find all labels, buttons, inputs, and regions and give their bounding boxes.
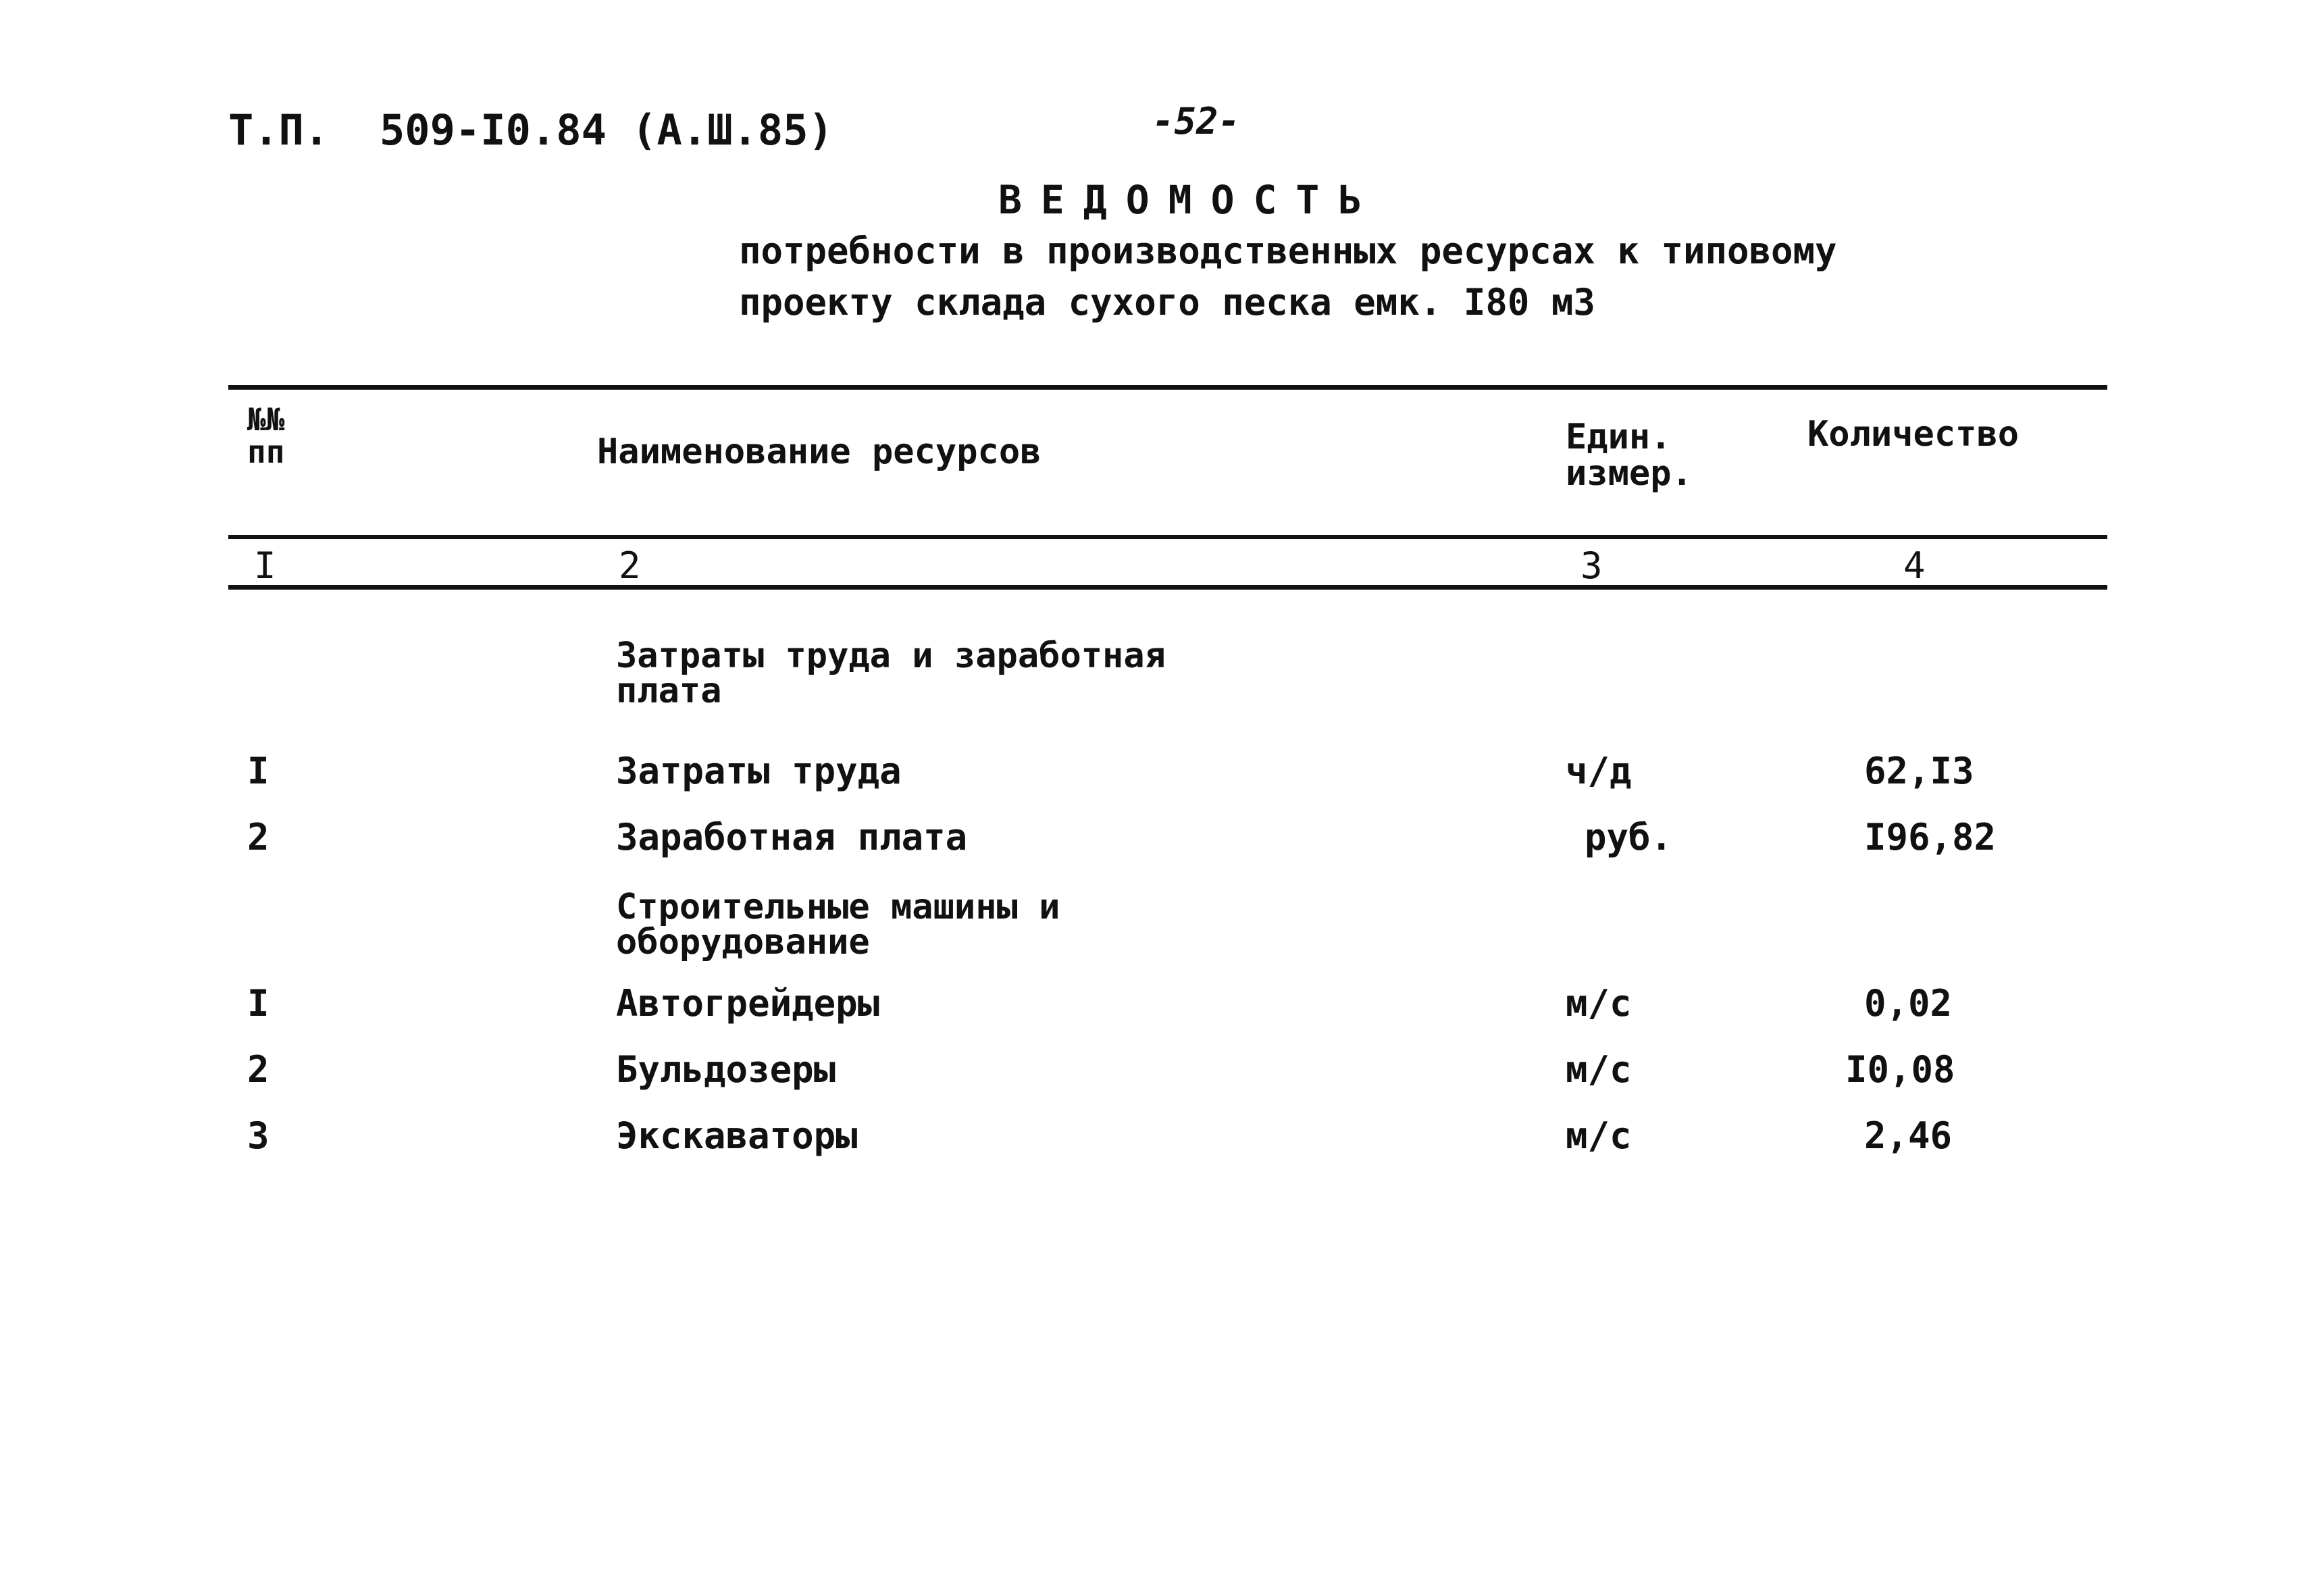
row-number: 2: [247, 1048, 269, 1091]
row-number: I: [247, 750, 269, 792]
row-quantity: I96,82: [1864, 816, 1997, 858]
header-num-line-1: №№: [247, 401, 285, 438]
table-row: [0, 817, 2314, 858]
table-row: [0, 751, 2314, 792]
row-number: 2: [247, 816, 269, 858]
row-quantity: 0,02: [1864, 982, 1953, 1025]
table-row: [0, 983, 2314, 1024]
row-name: Бульдозеры: [616, 1048, 836, 1091]
row-quantity: I0,08: [1845, 1048, 1955, 1091]
column-number-1: I: [254, 544, 276, 587]
row-unit: м/с: [1566, 1114, 1632, 1157]
section-title-line-1: Затраты труда и заработная: [616, 636, 1166, 676]
table-row: [0, 1050, 2314, 1090]
table-row: [0, 1116, 2314, 1156]
header-qty: Количество: [1807, 414, 2020, 455]
header-unit-line-1: Един.: [1566, 417, 1672, 457]
document-code: Т.П. 509-I0.84 (А.Ш.85): [228, 105, 833, 155]
column-number-2: 2: [619, 544, 641, 587]
row-quantity: 62,I3: [1864, 750, 1974, 792]
header-unit-line-2: измер.: [1566, 453, 1693, 494]
row-unit: руб.: [1585, 816, 1673, 858]
section-title-line-1: Строительные машины и: [616, 887, 1060, 927]
page-number: -52-: [1152, 100, 1241, 143]
header-bottom-rule: [228, 535, 2107, 539]
row-name: Заработная плата: [616, 816, 968, 858]
row-name: Затраты труда: [616, 750, 902, 792]
row-quantity: 2,46: [1864, 1114, 1953, 1157]
column-number-rule: [228, 585, 2107, 590]
row-unit: м/с: [1566, 1048, 1632, 1091]
header-num-line-2: пп: [247, 434, 285, 470]
subtitle-line-2: проекту склада сухого песка емк. I80 м3: [739, 281, 1595, 324]
header-name: Наименование ресурсов: [597, 432, 1042, 472]
section-title-line-2: оборудование: [616, 922, 870, 962]
section-title-line-2: плата: [616, 671, 722, 711]
table-top-rule: [228, 385, 2107, 390]
document-title: ВЕДОМОСТЬ: [998, 177, 1381, 223]
column-number-3: 3: [1580, 544, 1603, 587]
row-number: 3: [247, 1114, 269, 1157]
row-unit: ч/д: [1566, 750, 1632, 792]
row-number: I: [247, 982, 269, 1025]
subtitle-line-1: потребности в производственных ресурсах к типовому: [739, 230, 1837, 272]
row-name: Автогрейдеры: [616, 982, 880, 1025]
row-name: Экскаваторы: [616, 1114, 858, 1157]
column-number-4: 4: [1903, 544, 1926, 587]
row-unit: м/с: [1566, 982, 1632, 1025]
